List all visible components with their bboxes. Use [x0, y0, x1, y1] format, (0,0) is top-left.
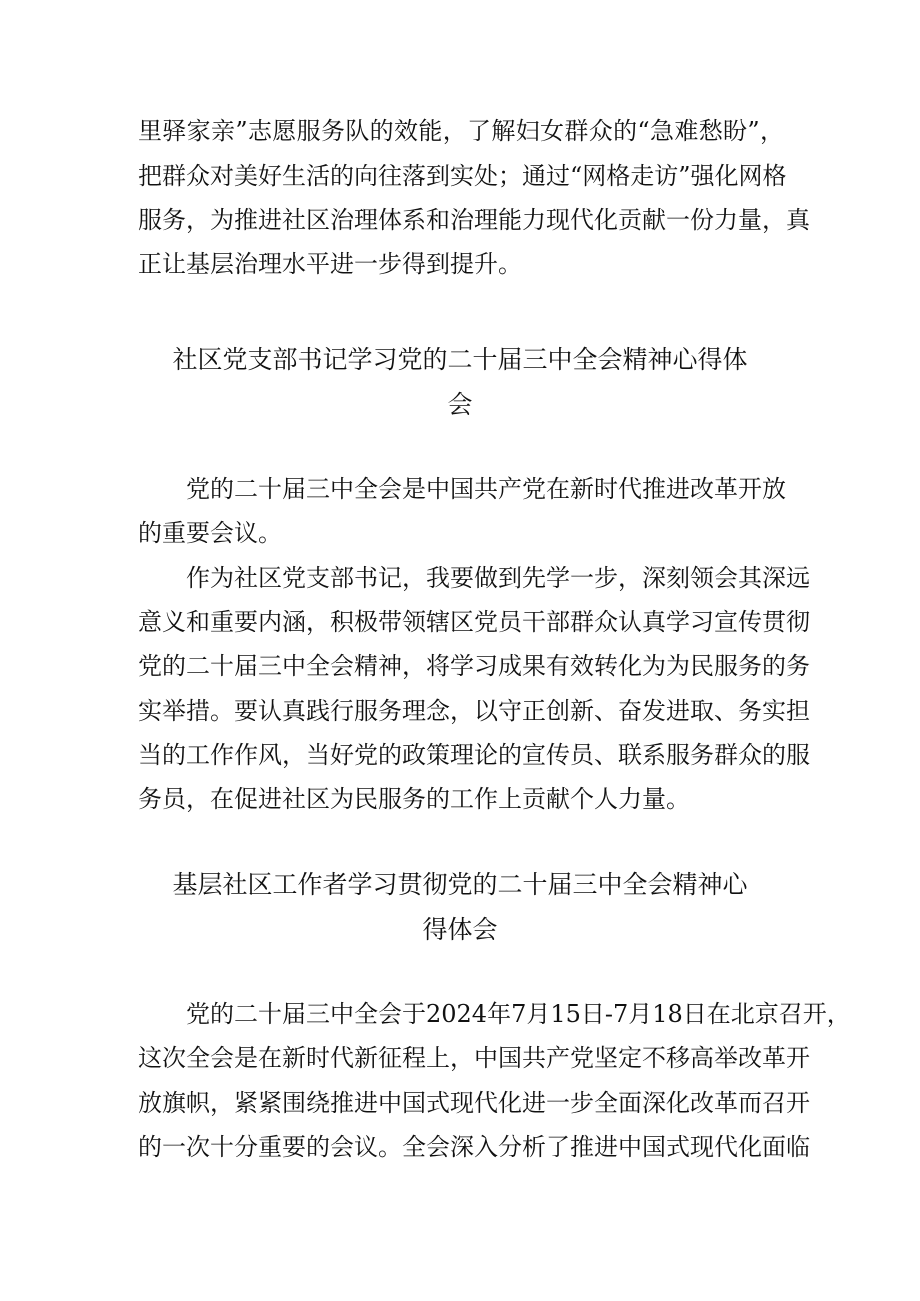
paragraph-line: 实举措。要认真践行服务理念，以守正创新、奋发进取、务实担	[138, 697, 810, 725]
paragraph-line: 放旗帜，紧紧围绕推进中国式现代化进一步全面深化改革而召开	[138, 1089, 810, 1117]
paragraph-line: 党的二十届三中全会精神，将学习成果有效转化为为民服务的务	[138, 652, 810, 680]
paragraph-line: 里驿家亲”志愿服务队的效能，了解妇女群众的“急难愁盼”，	[138, 117, 784, 145]
paragraph-line: 务员，在促进社区为民服务的工作上贡献个人力量。	[138, 785, 690, 813]
paragraph-line: 党的二十届三中全会于2024年7月15日-7月18日在北京召开，	[186, 1000, 851, 1028]
section-heading: 基层社区工作者学习贯彻党的二十届三中全会精神心	[172, 870, 748, 899]
paragraph-line: 作为社区党支部书记，我要做到先学一步，深刻领会其深远	[186, 564, 810, 592]
paragraph-line: 的一次十分重要的会议。全会深入分析了推进中国式现代化面临	[138, 1133, 810, 1161]
section-heading: 会	[447, 390, 473, 419]
paragraph-line: 这次全会是在新时代新征程上，中国共产党坚定不移高举改革开	[138, 1044, 810, 1072]
paragraph-line: 的重要会议。	[138, 519, 282, 547]
paragraph-line: 正让基层治理水平进一步得到提升。	[138, 250, 522, 278]
paragraph-line: 服务，为推进社区治理体系和治理能力现代化贡献一份力量，真	[138, 206, 810, 234]
section-heading: 得体会	[422, 915, 498, 944]
paragraph-line: 党的二十届三中全会是中国共产党在新时代推进改革开放	[186, 475, 786, 503]
section-heading: 社区党支部书记学习党的二十届三中全会精神心得体	[172, 345, 748, 374]
paragraph-line: 把群众对美好生活的向往落到实处；通过“网格走访”强化网格	[138, 162, 787, 190]
paragraph-line: 当的工作作风，当好党的政策理论的宣传员、联系服务群众的服	[138, 741, 810, 769]
paragraph-line: 意义和重要内涵，积极带领辖区党员干部群众认真学习宣传贯彻	[138, 608, 810, 636]
